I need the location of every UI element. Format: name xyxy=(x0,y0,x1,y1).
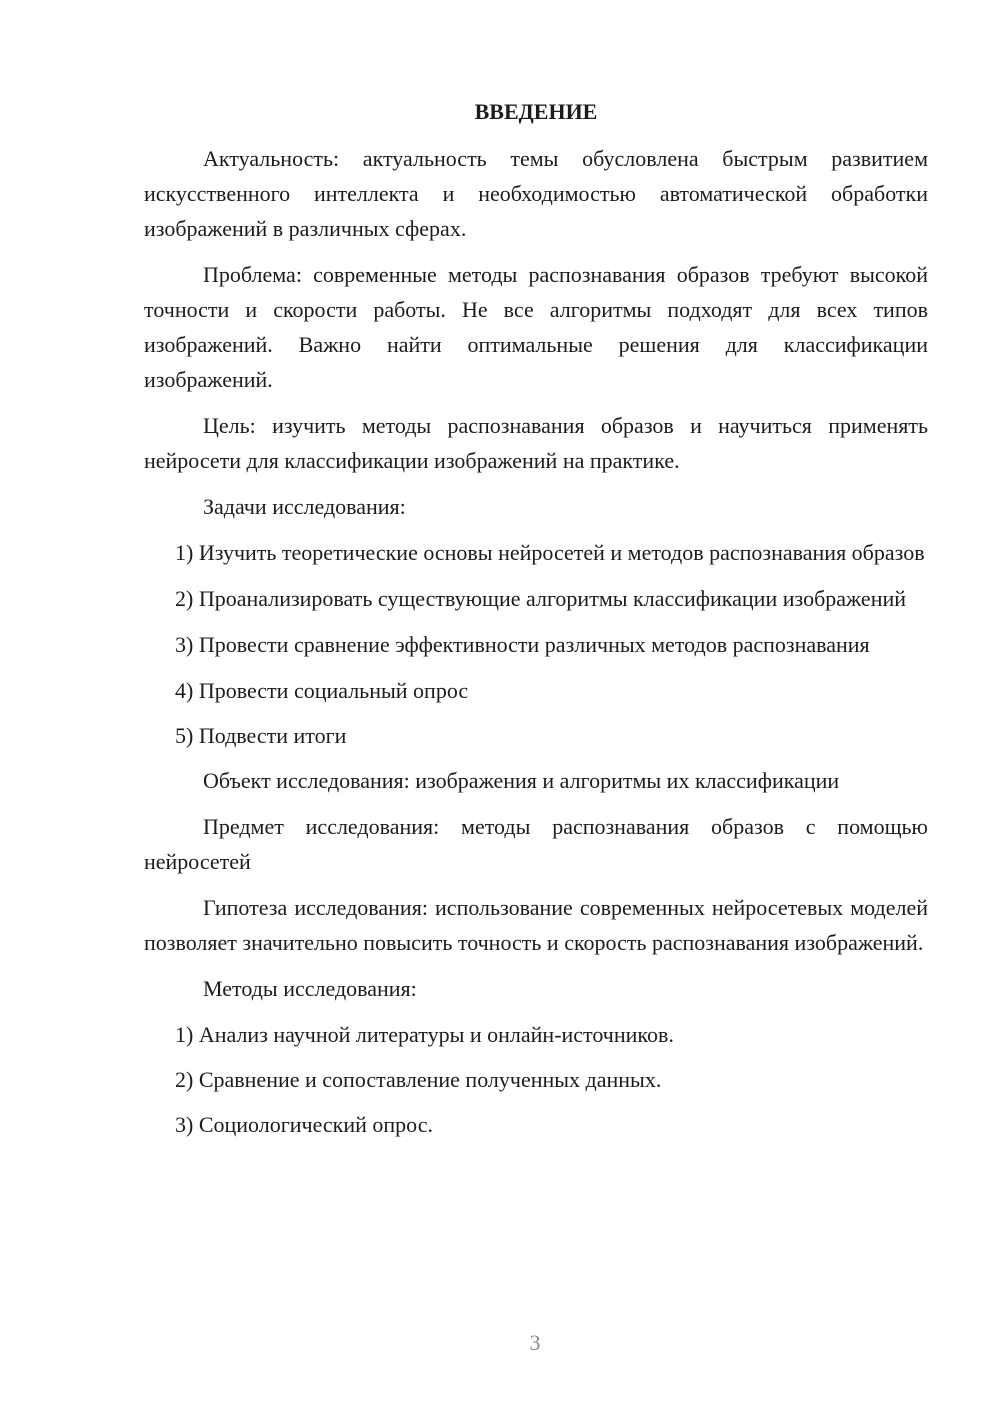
relevance-paragraph: Актуальность: актуальность темы обусловлена быстрым развитием искусственного интеллекта и необходимостью автоматической обработки изображений в различных сферах. xyxy=(144,146,928,241)
problem-paragraph: Проблема: современные методы распознавания образов требуют высокой точности и скорости работы. Не все алгоритмы подходят для всех типов изображений. Важно найти оптимальные решения для классификации изображений. xyxy=(144,262,928,392)
subject-paragraph: Предмет исследования: методы распознавания образов с помощью нейросетей xyxy=(144,814,928,874)
page-title: ВВЕДЕНИЕ xyxy=(474,99,598,124)
task-item-1: 1) Изучить теоретические основы нейросетей и методов распознавания образов xyxy=(175,540,925,565)
hypothesis-paragraph: Гипотеза исследования: использование современных нейросетевых моделей позволяет значительно повысить точность и скорость распознавания изображений. xyxy=(144,895,928,955)
task-item-4: 4) Провести социальный опрос xyxy=(175,678,469,703)
task-item-2: 2) Проанализировать существующие алгоритмы классификации изображений xyxy=(175,586,907,611)
object-paragraph: Объект исследования: изображения и алгоритмы их классификации xyxy=(203,768,840,793)
method-item-2: 2) Сравнение и сопоставление полученных данных. xyxy=(175,1067,662,1092)
task-item-5: 5) Подвести итоги xyxy=(175,723,347,748)
method-item-1: 1) Анализ научной литературы и онлайн-источников. xyxy=(175,1022,674,1047)
methods-heading: Методы исследования: xyxy=(203,976,417,1001)
goal-paragraph: Цель: изучить методы распознавания образов и научиться применять нейросети для классификации изображений на практике. xyxy=(144,413,928,473)
page-content xyxy=(144,94,928,1152)
page-number: 3 xyxy=(529,1330,541,1355)
tasks-heading: Задачи исследования: xyxy=(203,494,406,519)
task-item-3: 3) Провести сравнение эффективности различных методов распознавания xyxy=(175,632,870,657)
method-item-3: 3) Социологический опрос. xyxy=(175,1112,433,1137)
